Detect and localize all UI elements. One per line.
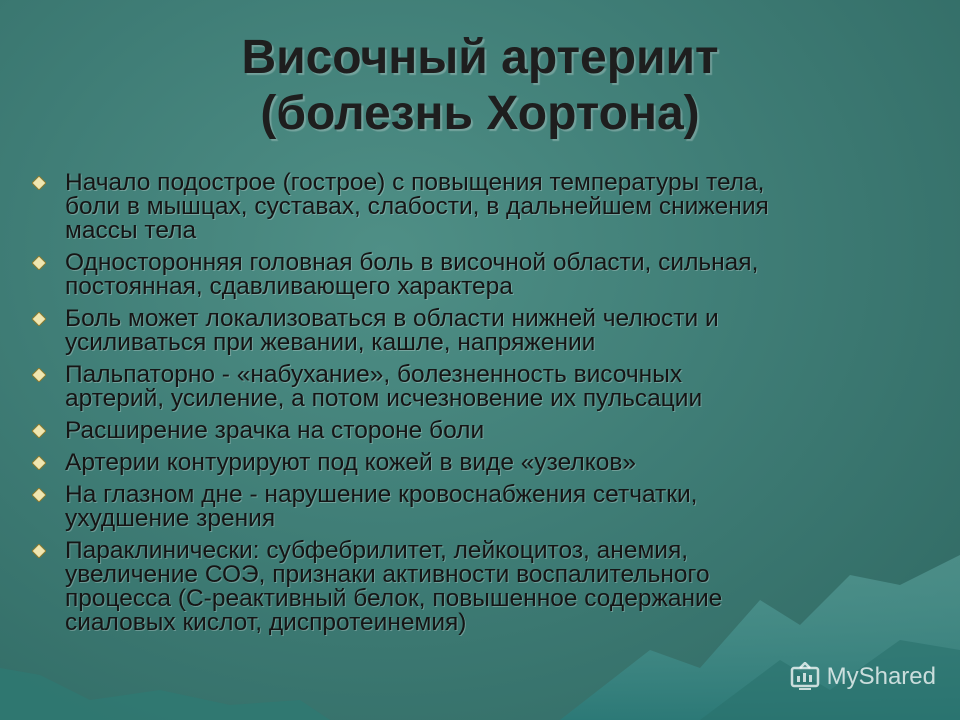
diamond-bullet-icon [32, 176, 46, 190]
bullet-item [30, 307, 940, 355]
bullet-text-line: боли в мышцах, суставах, слабости, в дальнейшем снижения [65, 193, 769, 220]
bullet-text-line: артерий, усиление, а потом исчезновение их пульсации [65, 385, 703, 412]
bullet-text-line: Боль может локализоваться в области нижней челюсти и [65, 305, 719, 332]
bullet-text-line: процесса (С-реактивный белок, повышенное содержание [65, 585, 723, 612]
bullet-text-line: увеличение СОЭ, признаки активности воспалительного [65, 561, 710, 588]
bullet-text-line: Пальпаторно - «набухание», болезненность височных [65, 361, 683, 388]
diamond-bullet-icon [32, 544, 46, 558]
bullet-text-line: Начало подострое (гострое) с повыщения температуры тела, [65, 169, 765, 196]
bullet-text-line: Артерии контурируют под кожей в виде «узелков» [65, 449, 636, 476]
bullet-item [30, 419, 940, 443]
diamond-bullet-icon [32, 256, 46, 270]
bullet-item [30, 171, 940, 243]
bullet-text-line: На глазном дне - нарушение кровоснабжения сетчатки, [65, 481, 698, 508]
bullet-item [30, 251, 940, 299]
bullet-text-line: ухудшение зрения [65, 505, 276, 532]
bullet-text-line: сиаловых кислот, диспротеинемия) [65, 609, 467, 636]
bullet-item [30, 451, 940, 475]
bullet-text-line: усиливаться при жевании, кашле, напряжении [65, 329, 596, 356]
diamond-bullet-icon [32, 488, 46, 502]
diamond-bullet-icon [32, 456, 46, 470]
myshared-logo-icon [789, 662, 821, 692]
bullet-list [30, 171, 940, 643]
diamond-bullet-icon [32, 368, 46, 382]
diamond-bullet-icon [32, 312, 46, 326]
title-line-2: (болезнь Хортона) [260, 87, 700, 140]
bullet-text-line: массы тела [65, 217, 197, 244]
bullet-text-line: постоянная, сдавливающего характера [65, 273, 513, 300]
bullet-item [30, 539, 940, 635]
bullet-text-line: Параклинически: субфебрилитет, лейкоцитоз, анемия, [65, 537, 689, 564]
bullet-text-line: Расширение зрачка на стороне боли [65, 417, 485, 444]
bullet-text-line: Односторонняя головная боль в височной области, сильная, [65, 249, 759, 276]
myshared-watermark[interactable] [789, 662, 936, 692]
title-line-1: Височный артериит [241, 31, 719, 84]
watermark-text: MyShared [826, 663, 936, 690]
bullet-item [30, 483, 940, 531]
slide-title [0, 30, 960, 142]
bullet-item [30, 363, 940, 411]
diamond-bullet-icon [32, 424, 46, 438]
